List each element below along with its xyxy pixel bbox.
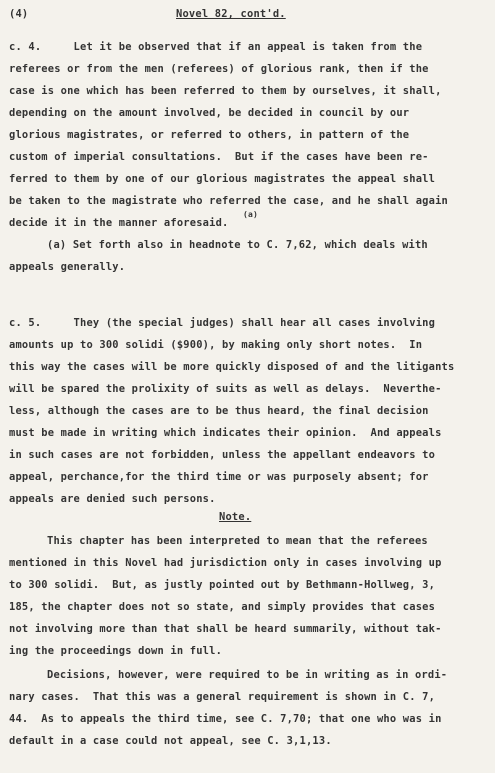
text-line: c. 4. Let it be observed that if an appeal is taken from the xyxy=(9,41,423,53)
text-line: glorious magistrates, or referred to others, in pattern of the xyxy=(9,129,410,141)
text-line: ing the proceedings down in full. xyxy=(9,645,223,657)
text-line: ferred to them by one of our glorious magistrates the appeal shall xyxy=(9,173,436,185)
note-heading: Note. xyxy=(219,511,252,523)
text-line: amounts up to 300 solidi ($900), by making only short notes. In xyxy=(9,339,423,351)
text-line: 185, the chapter does not so state, and simply provides that cases xyxy=(9,601,436,613)
text-line: default in a case could not appeal, see C. 3,1,13. xyxy=(9,735,332,747)
text-line: Decisions, however, were required to be in writing as in ordi- xyxy=(47,669,448,681)
text-line: custom of imperial consultations. But if the cases have been re- xyxy=(9,151,429,163)
text-line: decide it in the manner aforesaid. xyxy=(9,217,229,229)
footnote-line: appeals generally. xyxy=(9,261,126,273)
text-line: mentioned in this Novel had jurisdiction only in cases involving up xyxy=(9,557,442,569)
text-line: c. 5. They (the special judges) shall hear all cases involving xyxy=(9,317,436,329)
text-line: referees or from the men (referees) of glorious rank, then if the xyxy=(9,63,429,75)
text-line: This chapter has been interpreted to mean that the referees xyxy=(47,535,428,547)
text-line: must be made in writing which indicates their opinion. And appeals xyxy=(9,427,442,439)
text-line: depending on the amount involved, be decided in council by our xyxy=(9,107,410,119)
text-line: appeal, perchance,for the third time or was purposely absent; for xyxy=(9,471,429,483)
page-number: (4) xyxy=(9,8,29,20)
text-line: nary cases. That this was a general requirement is shown in C. 7, xyxy=(9,691,436,703)
text-line: be taken to the magistrate who referred the case, and he shall again xyxy=(9,195,448,207)
text-line: less, although the cases are to be thus heard, the final decision xyxy=(9,405,429,417)
footnote-marker: (a) xyxy=(243,210,259,219)
text-line: case is one which has been referred to them by ourselves, it shall, xyxy=(9,85,442,97)
page-title: Novel 82, cont'd. xyxy=(176,8,286,20)
text-line: not involving more than that shall be heard summarily, without tak- xyxy=(9,623,442,635)
text-line: will be spared the prolixity of suits as well as delays. Neverthe- xyxy=(9,383,442,395)
text-line: this way the cases will be more quickly disposed of and the litigants xyxy=(9,361,455,373)
text-line: to 300 solidi. But, as justly pointed out by Bethmann-Hollweg, 3, xyxy=(9,579,436,591)
text-line: in such cases are not forbidden, unless the appellant endeavors to xyxy=(9,449,436,461)
text-line: appeals are denied such persons. xyxy=(9,493,216,505)
text-line: 44. As to appeals the third time, see C. 7,70; that one who was in xyxy=(9,713,442,725)
footnote-line: (a) Set forth also in headnote to C. 7,62, which deals with xyxy=(47,239,428,251)
